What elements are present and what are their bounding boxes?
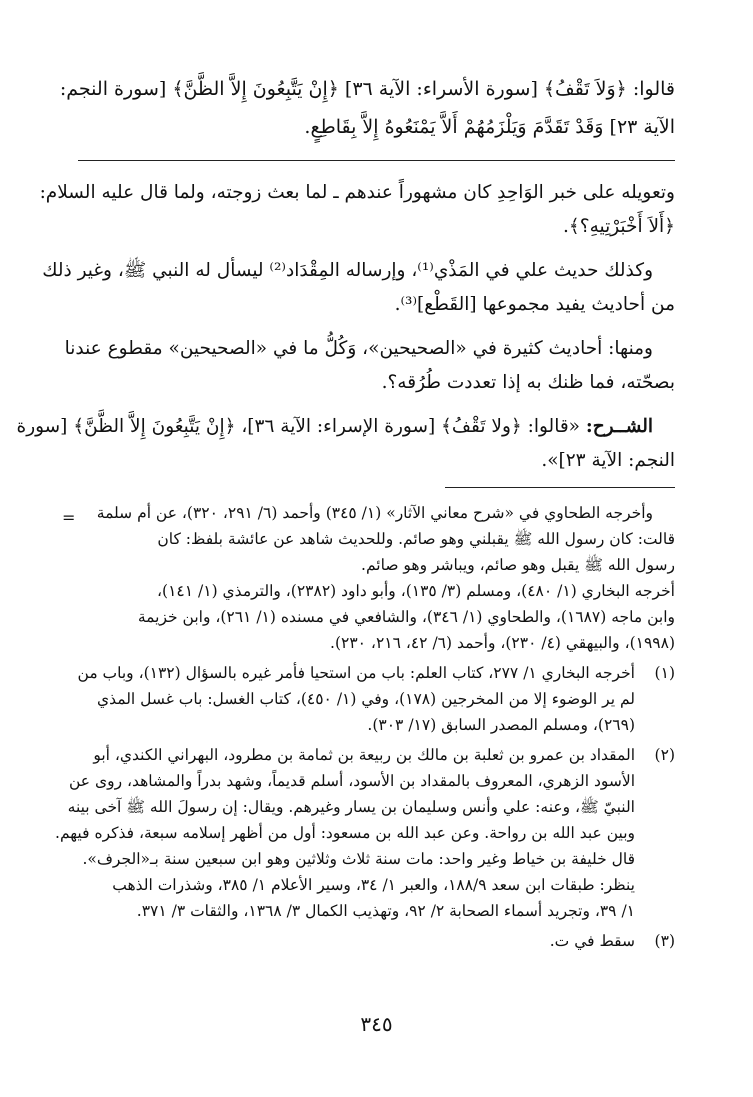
continued-quote [59,70,675,146]
footnote-line: ينظر: طبقات ابن سعد ١٨٨/٩، والعبر ١/ ٣٤، وسير الأعلام ١/ ٣٨٥، وشذرات الذهب [112,876,635,894]
text-line: وتعويله على خبر الوَاحِدِ كان مشهوراً عندهم ـ لما بعث زوجته، ولما قال عليه السلام: [39,182,675,203]
footnote-line: قالت: كان رسول الله ﷺ يقبلني وهو صائم. وللحديث شاهد عن عائشة بلفظ: كان [157,530,675,548]
text-line: بصحّته، فما ظنك به إذا تعددت طُرُقه؟. [381,372,675,393]
footnote-line: أخرجه البخاري (١/ ٤٨٠)، ومسلم (٣/ ١٣٥)، وأبو داود (٢٣٨٢)، والترمذي (١/ ١٤١)، [157,582,675,600]
footnote-continued [78,500,675,656]
commentary-text: «قالوا: ﴿ولا تَقْفُ﴾ [سورة الإسراء: الآية ٣٦]، ﴿إِنْ يَتَّبِعُونَ إِلاَّ الظَّنَّ﴾ [سورة [16,416,580,437]
footnote-line: لم ير الوضوء إلا من المخرجين (١٧٨)، وفي (١/ ٤٥٠)، كتاب الغسل: باب غسل المذي [96,690,635,708]
footnote-2 [55,742,675,924]
main-text [16,176,675,488]
footnote-1 [78,660,675,738]
footnote-divider [445,487,675,488]
footnote-number: (٢) [654,746,675,764]
footnote-line: الأسود الزهري، المعروف بالمقداد بن الأسود، أسلم قديماً، وشهد بدراً والمشاهد، روى عن [68,772,635,790]
paragraph [39,176,675,244]
section-divider [78,160,675,161]
paragraph [64,332,675,400]
text-line: النجم: الآية ٢٣]». [541,450,675,471]
footnote-line: (٢٦٩)، ومسلم المصدر السابق (١٧/ ٣٠٣). [367,716,635,734]
continuation-mark: = [62,508,76,527]
text-line: قالوا: ﴿وَلاَ تَقْفُ﴾ [سورة الأسراء: الآية ٣٦] ﴿إِنْ يَتَّبِعُونَ إِلاَّ الظَّنَّ﴾ [سورة النجم: [59,78,675,100]
footnote-number: (١) [654,664,675,682]
commentary-label: الشــرح: [585,416,653,437]
footnote-line: سقط في ت. [549,932,635,950]
text-line: ومنها: أحاديث كثيرة في «الصحيحين»، وَكُلُّ ما في «الصحيحين» مقطوع عندنا [64,338,653,359]
footnote-line: قال خليفة بن خياط وغير واحد: مات سنة ثلاث وثلاثين وهو ابن سبعين سنة بـ«الجرف». [82,850,635,868]
footnote-line: أخرجه البخاري ١/ ٢٧٧، كتاب العلم: باب من استحيا فأمر غيره بالسؤال (١٣٢)، وباب من [77,664,635,682]
footnote-line: ١/ ٣٩، وتجريد أسماء الصحابة ٢/ ٩٢، وتهذيب الكمال ٣/ ١٣٦٨، والثقات ٣/ ٣٧١. [136,902,635,920]
footnote-number: (٣) [654,932,675,950]
text-line: ﴿أَلاَ أَخْبَرْتِيهِ؟﴾. [563,216,675,237]
footnote-line: المقداد بن عمرو بن ثعلبة بن مالك بن ربيعة بن ثمامة بن مطرود، البهراني الكندي، أبو [93,746,635,764]
footnote-line: وبين عبد الله بن رواحة. وعن عبد الله بن مسعود: أول من أظهر إسلامه سبعة، فذكره فيهم. [55,824,635,842]
page-number: ٣٤٥ [360,1012,393,1036]
footnote-line: وابن ماجه (١٦٨٧)، والطحاوي (١/ ٣٤٦)، والشافعي في مسنده (١/ ٢٦١)، وابن خزيمة [137,608,675,626]
text-line: وكذلك حديث علي في المَذْي⁽¹⁾، وإرساله المِقْدَاد⁽²⁾ ليسأل له النبي ﷺ، وغير ذلك [42,260,653,281]
commentary-paragraph [16,410,675,478]
footnote-line: (١٩٩٨)، والبيهقي (٤/ ٢٣٠)، وأحمد (٦/ ٤٢، ٢١٦، ٢٣٠). [330,634,675,652]
paragraph [42,254,675,322]
footnote-line: النبيّ ﷺ، وعنه: علي وأنس وسليمان بن يسار وغيرهم. ويقال: إن رسولَ الله ﷺ آخى بينه [67,798,635,816]
footnote-line: وأخرجه الطحاوي في «شرح معاني الآثار» (١/ ٣٤٥) وأحمد (٦/ ٢٩١، ٣٢٠)، عن أم سلمة [96,504,653,522]
footnote-3 [78,928,675,954]
text-line [16,410,675,444]
text-line: الآية ٢٣] وَقَدْ تَقَدَّمَ وَيَلْزَمُهُمْ أَلاَّ يَمْنَعُوهُ إِلاَّ بِقَاطِعٍ. [304,116,675,138]
footnotes [55,500,675,958]
footnote-line: رسول الله ﷺ يقبل وهو صائم، ويباشر وهو صائم. [361,556,675,574]
text-line: من أحاديث يفيد مجموعها [القَطْع]⁽³⁾. [394,294,675,315]
